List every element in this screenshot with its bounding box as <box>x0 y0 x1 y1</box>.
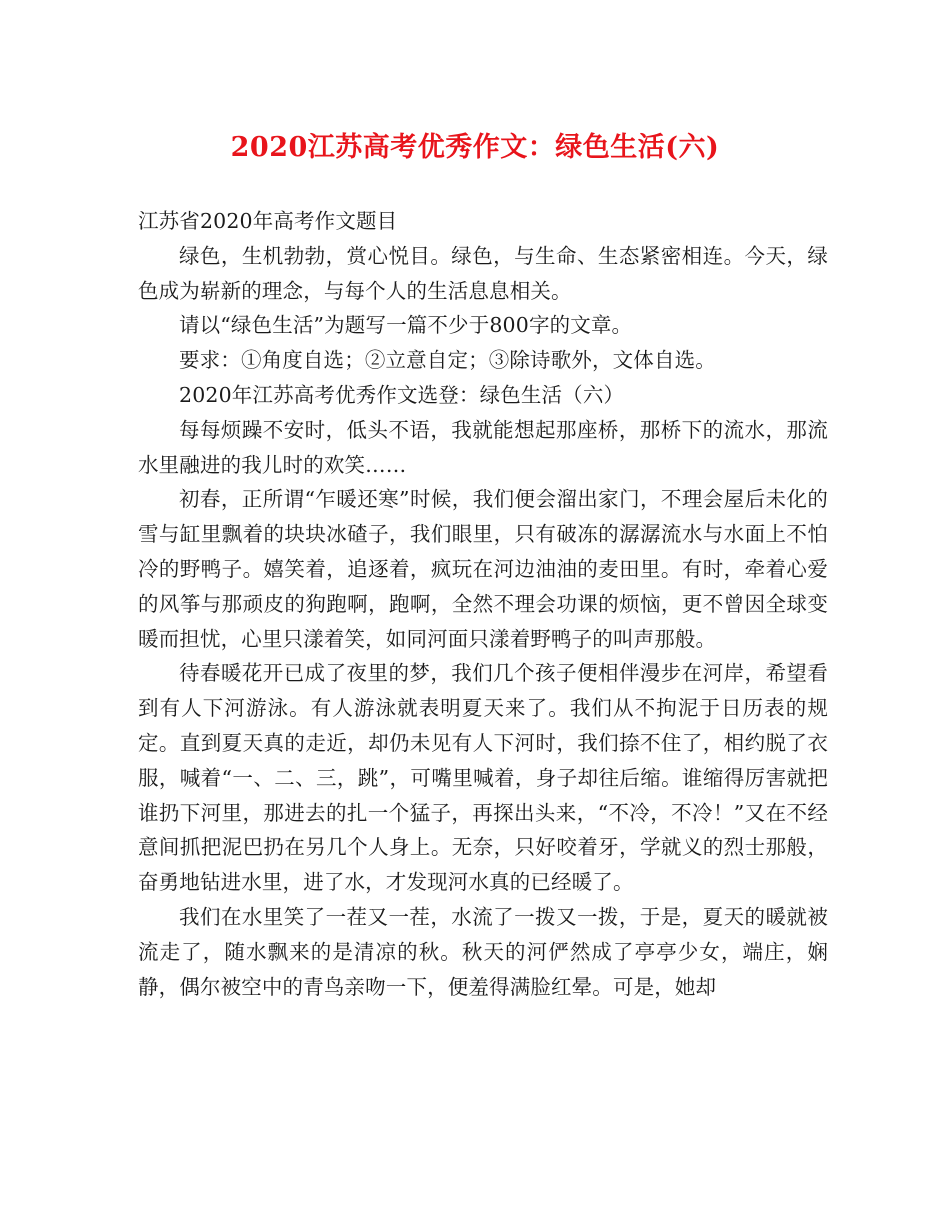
document-title: 2020江苏高考优秀作文：绿色生活(六) <box>230 132 720 163</box>
essay-subtitle: 2020年江苏高考优秀作文选登：绿色生活（六） <box>179 382 625 407</box>
paragraph: 绿色，生机勃勃，赏心悦目。绿色，与生命、生态紧密相连。今天，绿色成为崭新的理念，与每个人的生活息息相关。 <box>138 243 828 303</box>
paragraph: 请以“绿色生活”为题写一篇不少于800字的文章。 <box>179 313 633 338</box>
essay-body <box>138 204 828 1004</box>
paragraph: 我们在水里笑了一茬又一茬，水流了一拨又一拨，于是，夏天的暖就被流走了，随水飘来的是清凉的秋。秋天的河俨然成了亭亭少女，端庄，娴静，偶尔被空中的青鸟亲吻一下，便羞得满脸红晕。可是，她却 <box>138 904 828 999</box>
essay-prompt-heading: 江苏省2020年高考作文题目 <box>138 209 398 233</box>
paragraph: 每每烦躁不安时，低头不语，我就能想起那座桥，那桥下的流水，那流水里融进的我儿时的欢笑…… <box>138 417 828 477</box>
paragraph: 初春，正所谓“乍暖还寒”时候，我们便会溜出家门，不理会屋后未化的雪与缸里飘着的块块冰碴子，我们眼里，只有破冻的潺潺流水与水面上不怕冷的野鸭子。嬉笑着，追逐着，疯玩在河边油油的麦田里。有时，牵着心爱的风筝与那顽皮的狗跑啊，跑啊，全然不理会功课的烦恼，更不曾因全球变暖而担忧，心里只漾着笑，如同河面只漾着野鸭子的叫声那般。 <box>138 487 828 651</box>
paragraph: 要求：①角度自选；②立意自定；③除诗歌外，文体自选。 <box>179 348 716 373</box>
paragraph: 待春暖花开已成了夜里的梦，我们几个孩子便相伴漫步在河岸，希望看到有人下河游泳。有人游泳就表明夏天来了。我们从不拘泥于日历表的规定。直到夏天真的走近，却仍未见有人下河时，我们捺不住了，相约脱了衣服，喊着“一、二、三，跳”，可嘴里喊着，身子却往后缩。谁缩得厉害就把谁扔下河里，那进去的扎一个猛子，再探出头来，“不冷，不冷！”又在不经意间抓把泥巴扔在另几个人身上。无奈，只好咬着牙，学就义的烈士那般，奋勇地钻进水里，进了水，才发现河水真的已经暖了。 <box>138 661 828 895</box>
